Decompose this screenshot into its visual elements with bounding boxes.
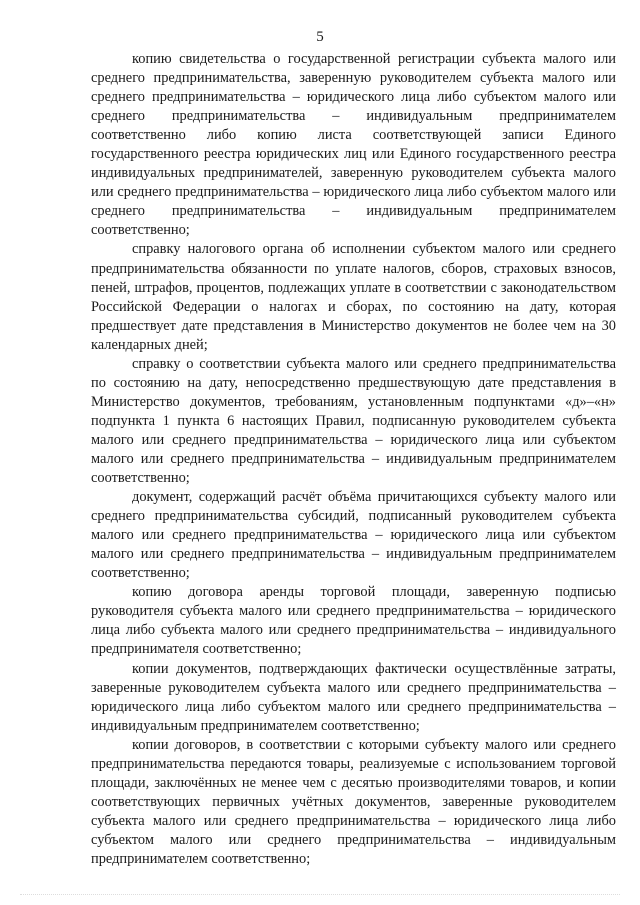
paragraph-expense-documents: копии документов, подтверждающих фактически осуществлённые затраты, заверенные руководителем субъекта малого или среднего предпринимательства – юридического лица либо субъектом малого или среднего предпринимательства – индивидуальным предпринимателем соответственно; [91, 660, 616, 734]
scan-edge-marks [20, 894, 620, 899]
paragraph-compliance-certificate: справку о соответствии субъекта малого или среднего предпринимательства по состоянию на дату, непосредственно предшествующую дате представления в Министерство документов, требованиям, установленным подпунктами «д»–«н» подпункта 1 пункта 6 настоящих Правил, подписанную руководителем субъекта малого или среднего предпринимательства – юридического лица или субъектом малого или среднего предпринимательства – индивидуальным предпринимателем соответственно; [91, 355, 616, 487]
paragraph-lease-agreement: копию договора аренды торговой площади, заверенную подписью руководителя субъекта малого или среднего предпринимательства – юридического лица либо субъекта малого или среднего предпринимательства – индивидуального предпринимателя соответственно; [91, 584, 616, 658]
paragraph-supply-contracts: копии договоров, в соответствии с которыми субъекту малого или среднего предпринимательства передаются товары, реализуемые с использованием торговой площади, заключённых не менее чем с десятью производителями товаров, и копии соответствующих первичных учётных документов, заверенные руководителем субъекта малого или среднего предпринимательства – юридического лица либо субъектом малого или среднего предпринимательства – индивидуальным предпринимателем соответственно; [91, 736, 616, 867]
paragraph-tax-certificate: справку налогового органа об исполнении субъектом малого или среднего предпринимательства обязанности по уплате налогов, сборов, страховых взносов, пеней, штрафов, процентов, подлежащих уплате в соответствии с законодательством Российской Федерации о налогах и сборах, по состоянию на дату, которая предшествует дате представления в Министерство документов не более чем на 30 календарных дней; [91, 241, 616, 353]
paragraph-registration-certificate: копию свидетельства о государственной регистрации субъекта малого или среднего предпринимательства, заверенную руководителем субъекта малого или среднего предпринимательства – юридического лица либо субъектом малого или среднего предпринимательства – индивидуальным предпринимателем соответственно либо копию листа соответствующей записи Единого государственного реестра юридических лиц или Единого государственного реестра индивидуальных предпринимателей, заверенную руководителем субъекта малого или среднего предпринимательства – юридического лица либо субъектом малого или среднего предпринимательства – индивидуальным предпринимателем соответственно; [91, 51, 616, 239]
page-number: 5 [316, 29, 324, 45]
document-body [91, 50, 616, 869]
paragraph-subsidy-calculation: документ, содержащий расчёт объёма причитающихся субъекту малого или среднего предпринимательства субсидий, подписанный руководителем субъекта малого или среднего предпринимательства – юридического лица или субъектом малого или среднего предпринимательства – индивидуальным предпринимателем соответственно; [91, 489, 616, 582]
